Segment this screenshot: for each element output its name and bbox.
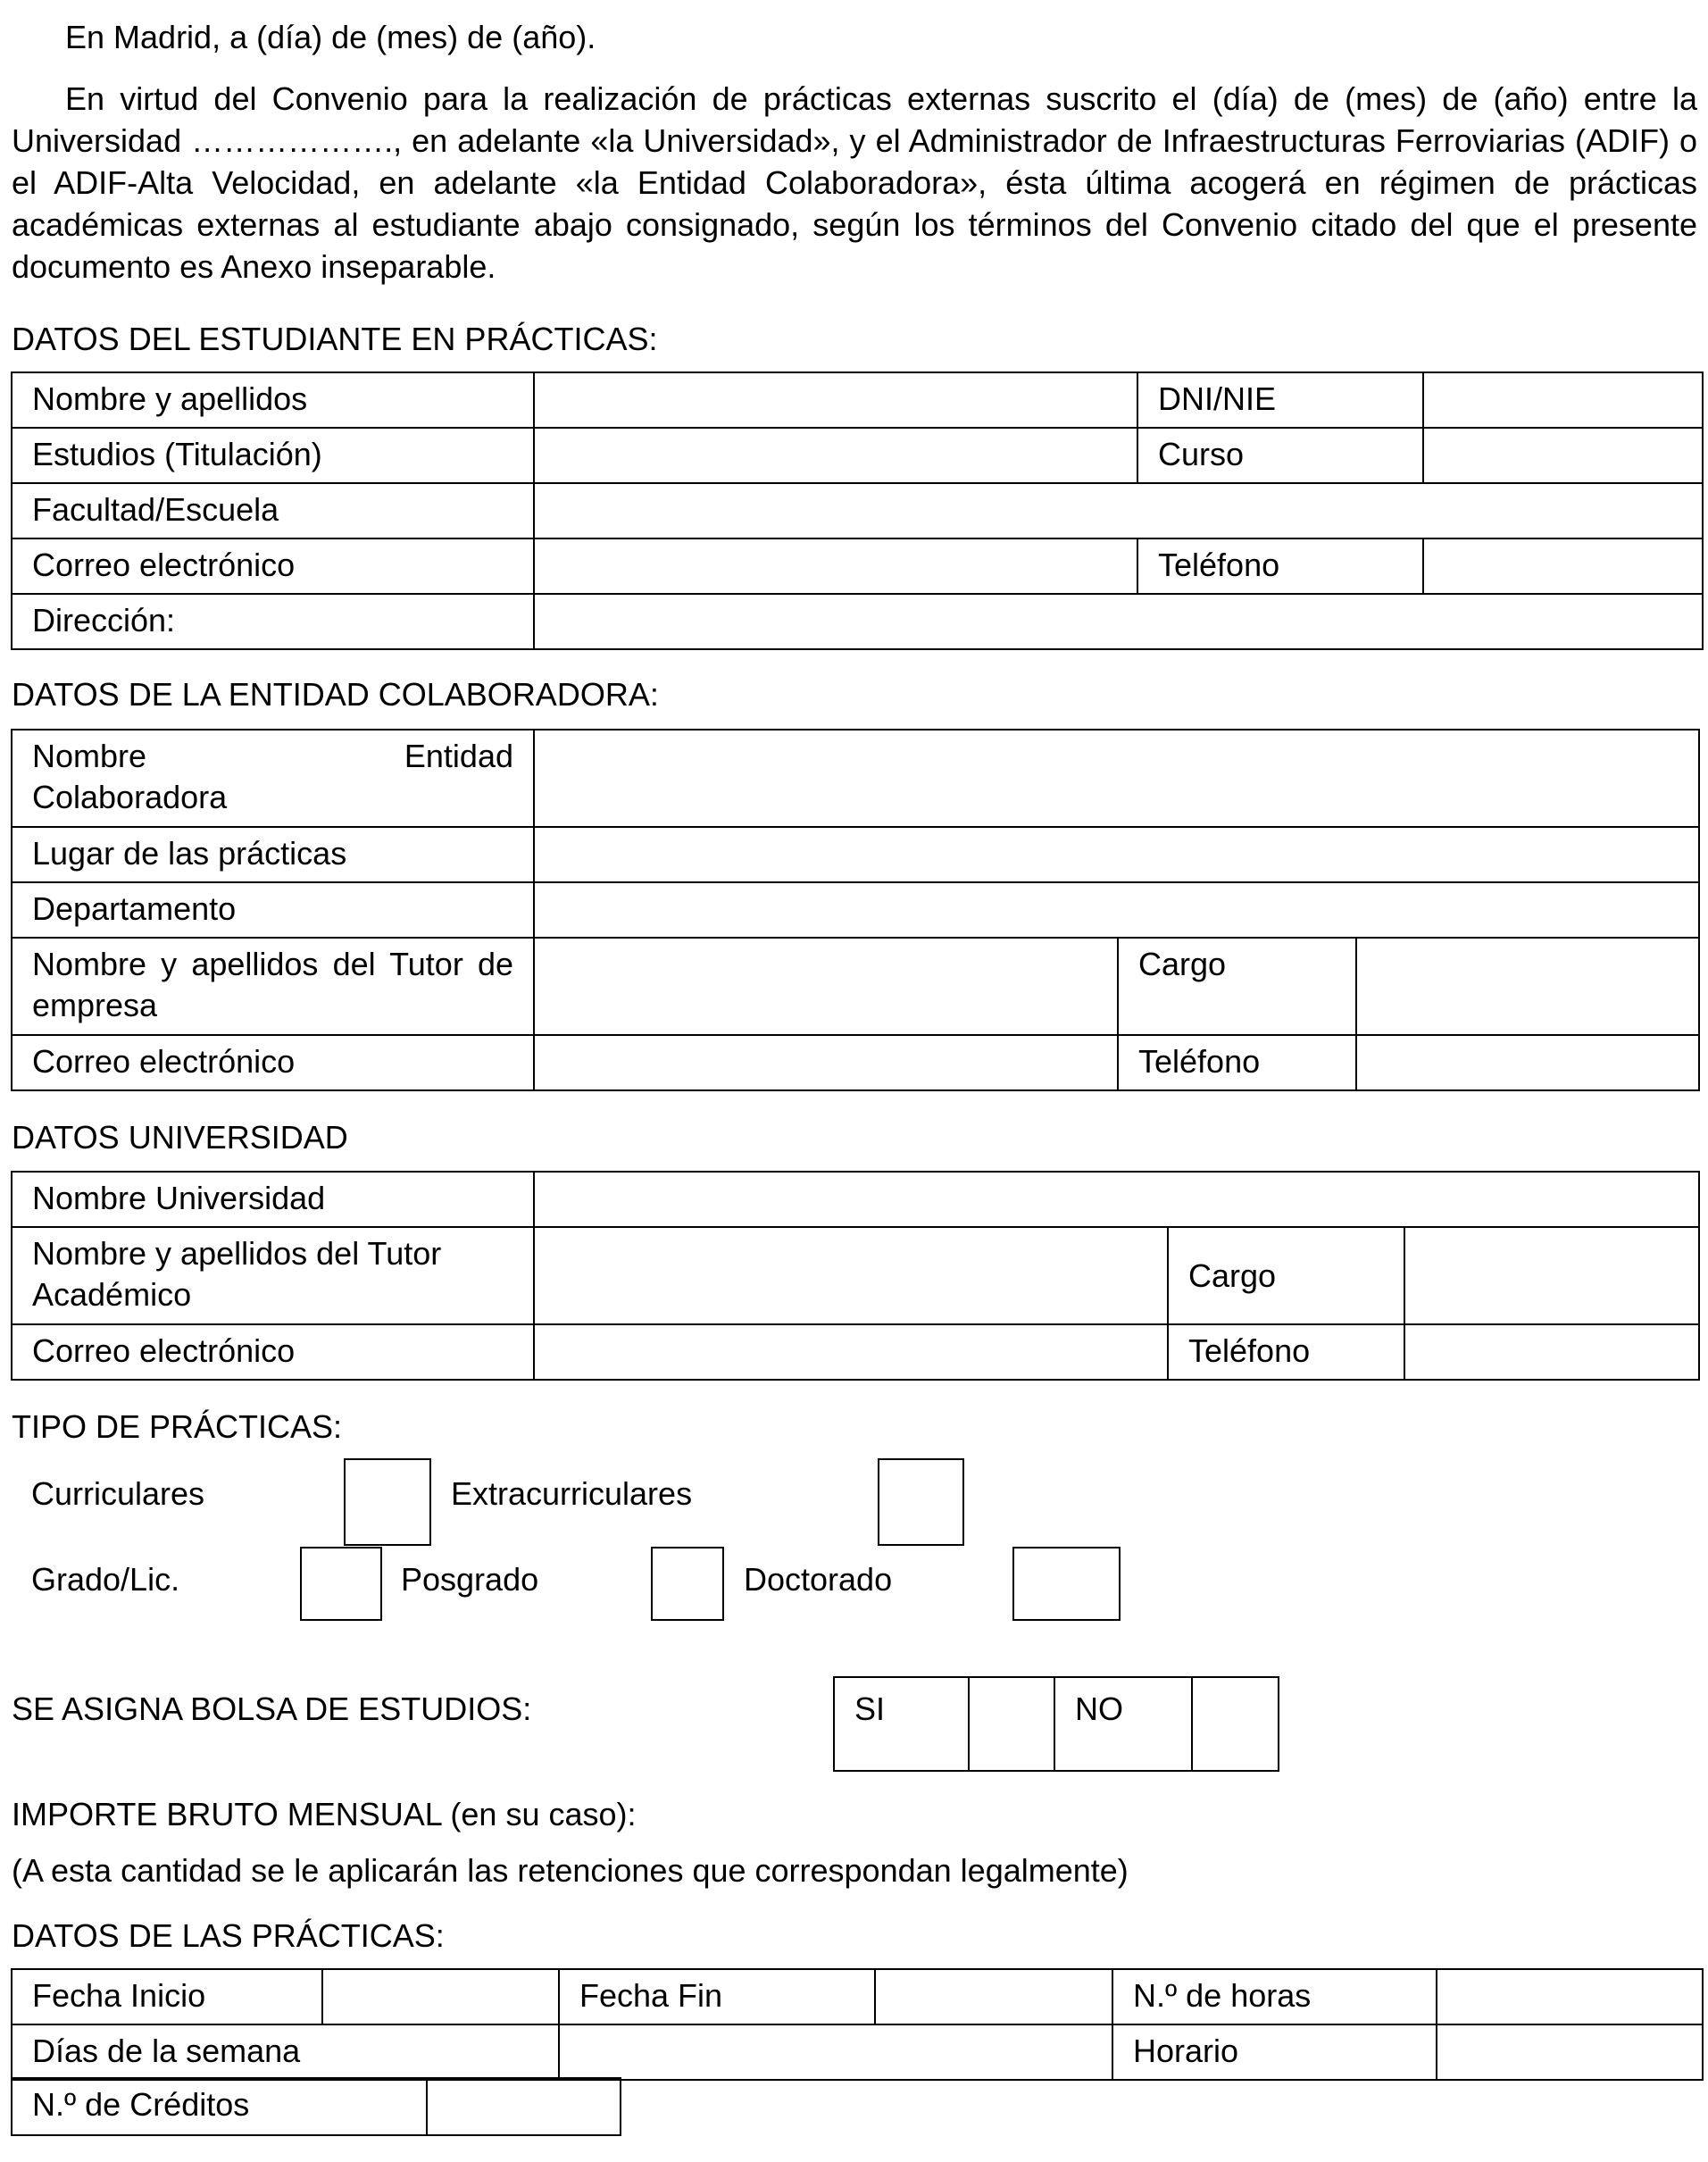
credits-label: N.º de Créditos xyxy=(12,2078,427,2135)
entity-name-word-2: Entidad xyxy=(404,738,513,774)
end-date-label: Fecha Fin xyxy=(559,1969,875,2024)
grant-table xyxy=(833,1676,1279,1772)
university-position-label: Cargo xyxy=(1168,1227,1404,1324)
amount-title: IMPORTE BRUTO MENSUAL (en su caso): xyxy=(12,1796,637,1832)
student-address-label: Dirección: xyxy=(12,594,534,649)
entity-email-label: Correo electrónico xyxy=(12,1035,534,1090)
weekdays-field[interactable] xyxy=(559,2024,1112,2080)
student-section-title: DATOS DEL ESTUDIANTE EN PRÁCTICAS: xyxy=(12,321,658,357)
entity-phone-label: Teléfono xyxy=(1118,1035,1356,1090)
entity-name-label xyxy=(12,730,534,827)
university-tutor-field[interactable] xyxy=(534,1227,1168,1324)
student-course-label: Curso xyxy=(1137,428,1423,483)
grant-title: SE ASIGNA BOLSA DE ESTUDIOS: xyxy=(12,1690,532,1727)
weekdays-label: Días de la semana xyxy=(12,2024,559,2080)
entity-department-field[interactable] xyxy=(534,882,1699,938)
student-faculty-label: Facultad/Escuela xyxy=(12,483,534,538)
grant-yes-checkbox[interactable] xyxy=(969,1677,1054,1771)
grant-yes-label: SI xyxy=(834,1677,969,1771)
start-date-label: Fecha Inicio xyxy=(12,1969,322,2024)
university-email-label: Correo electrónico xyxy=(12,1324,534,1380)
entity-department-label: Departamento xyxy=(12,882,534,938)
practice-data-table xyxy=(11,1968,1704,2081)
extracurricular-label: Extracurriculares xyxy=(451,1475,693,1512)
student-studies-label: Estudios (Titulación) xyxy=(12,428,534,483)
university-section-title: DATOS UNIVERSIDAD xyxy=(12,1119,348,1156)
entity-place-field[interactable] xyxy=(534,827,1699,882)
end-date-field[interactable] xyxy=(875,1969,1112,2024)
hours-label: N.º de horas xyxy=(1112,1969,1437,2024)
university-phone-label: Teléfono xyxy=(1168,1324,1404,1380)
doctorate-label: Doctorado xyxy=(744,1561,893,1598)
university-phone-field[interactable] xyxy=(1404,1324,1699,1380)
degree-checkbox[interactable] xyxy=(300,1547,382,1621)
student-name-label: Nombre y apellidos xyxy=(12,372,534,428)
student-course-field[interactable] xyxy=(1423,428,1703,483)
hours-field[interactable] xyxy=(1437,1969,1703,2024)
postgrad-label: Posgrado xyxy=(401,1561,539,1598)
university-table xyxy=(11,1171,1700,1381)
entity-place-label: Lugar de las prácticas xyxy=(12,827,534,882)
degree-label: Grado/Lic. xyxy=(31,1561,180,1598)
grant-no-checkbox[interactable] xyxy=(1192,1677,1279,1771)
university-tutor-label: Nombre y apellidos del Tutor Académico xyxy=(12,1227,534,1324)
entity-table xyxy=(11,729,1700,1091)
start-date-field[interactable] xyxy=(322,1969,559,2024)
doctorate-checkbox[interactable] xyxy=(1012,1547,1121,1621)
postgrad-checkbox[interactable] xyxy=(651,1547,724,1621)
entity-tutor-field[interactable] xyxy=(534,938,1118,1035)
schedule-label: Horario xyxy=(1112,2024,1437,2080)
entity-position-label: Cargo xyxy=(1118,938,1356,1035)
practice-data-title: DATOS DE LAS PRÁCTICAS: xyxy=(12,1917,445,1954)
intro-paragraph: En virtud del Convenio para la realización de prácticas externas suscrito el (día) de (mes) de (año) entre la Universidad ………………., en adelante «la Universidad», y el Administrador de Infraestructuras Ferroviarias (ADIF) o el ADIF-Alta Velocidad, en adelante «la Entidad Colaboradora», ésta última acogerá en régimen de prácticas académicas externas al estudiante abajo consignado, según los términos del Convenio citado del que el presente documento es Anexo inseparable. xyxy=(12,80,1697,285)
student-name-field[interactable] xyxy=(534,372,1137,428)
curricular-label: Curriculares xyxy=(31,1475,205,1512)
entity-section-title: DATOS DE LA ENTIDAD COLABORADORA: xyxy=(12,676,659,713)
entity-position-field[interactable] xyxy=(1356,938,1699,1035)
date-line: En Madrid, a (día) de (mes) de (año). xyxy=(65,19,596,55)
university-name-label: Nombre Universidad xyxy=(12,1172,534,1227)
entity-name-word-3: Colaboradora xyxy=(32,779,228,815)
extracurricular-checkbox[interactable] xyxy=(878,1458,964,1546)
grant-no-label: NO xyxy=(1054,1677,1192,1771)
student-phone-field[interactable] xyxy=(1423,538,1703,594)
student-faculty-field[interactable] xyxy=(534,483,1703,538)
entity-email-field[interactable] xyxy=(534,1035,1118,1090)
entity-phone-field[interactable] xyxy=(1356,1035,1699,1090)
student-dni-field[interactable] xyxy=(1423,372,1703,428)
credits-table xyxy=(11,2077,621,2136)
university-name-field[interactable] xyxy=(534,1172,1699,1227)
amount-note: (A esta cantidad se le aplicarán las retenciones que correspondan legalmente) xyxy=(12,1852,1129,1889)
entity-name-field[interactable] xyxy=(534,730,1699,827)
entity-tutor-label: Nombre y apellidos del Tutor de empresa xyxy=(12,938,534,1035)
student-dni-label: DNI/NIE xyxy=(1137,372,1423,428)
student-table xyxy=(11,371,1704,650)
credits-field[interactable] xyxy=(427,2078,621,2135)
student-email-field[interactable] xyxy=(534,538,1137,594)
curricular-checkbox[interactable] xyxy=(344,1458,431,1546)
student-studies-field[interactable] xyxy=(534,428,1137,483)
student-phone-label: Teléfono xyxy=(1137,538,1423,594)
practice-type-title: TIPO DE PRÁCTICAS: xyxy=(12,1408,343,1445)
schedule-field[interactable] xyxy=(1437,2024,1703,2080)
university-email-field[interactable] xyxy=(534,1324,1168,1380)
entity-name-word-1: Nombre xyxy=(32,738,147,774)
student-email-label: Correo electrónico xyxy=(12,538,534,594)
student-address-field[interactable] xyxy=(534,594,1703,649)
university-position-field[interactable] xyxy=(1404,1227,1699,1324)
